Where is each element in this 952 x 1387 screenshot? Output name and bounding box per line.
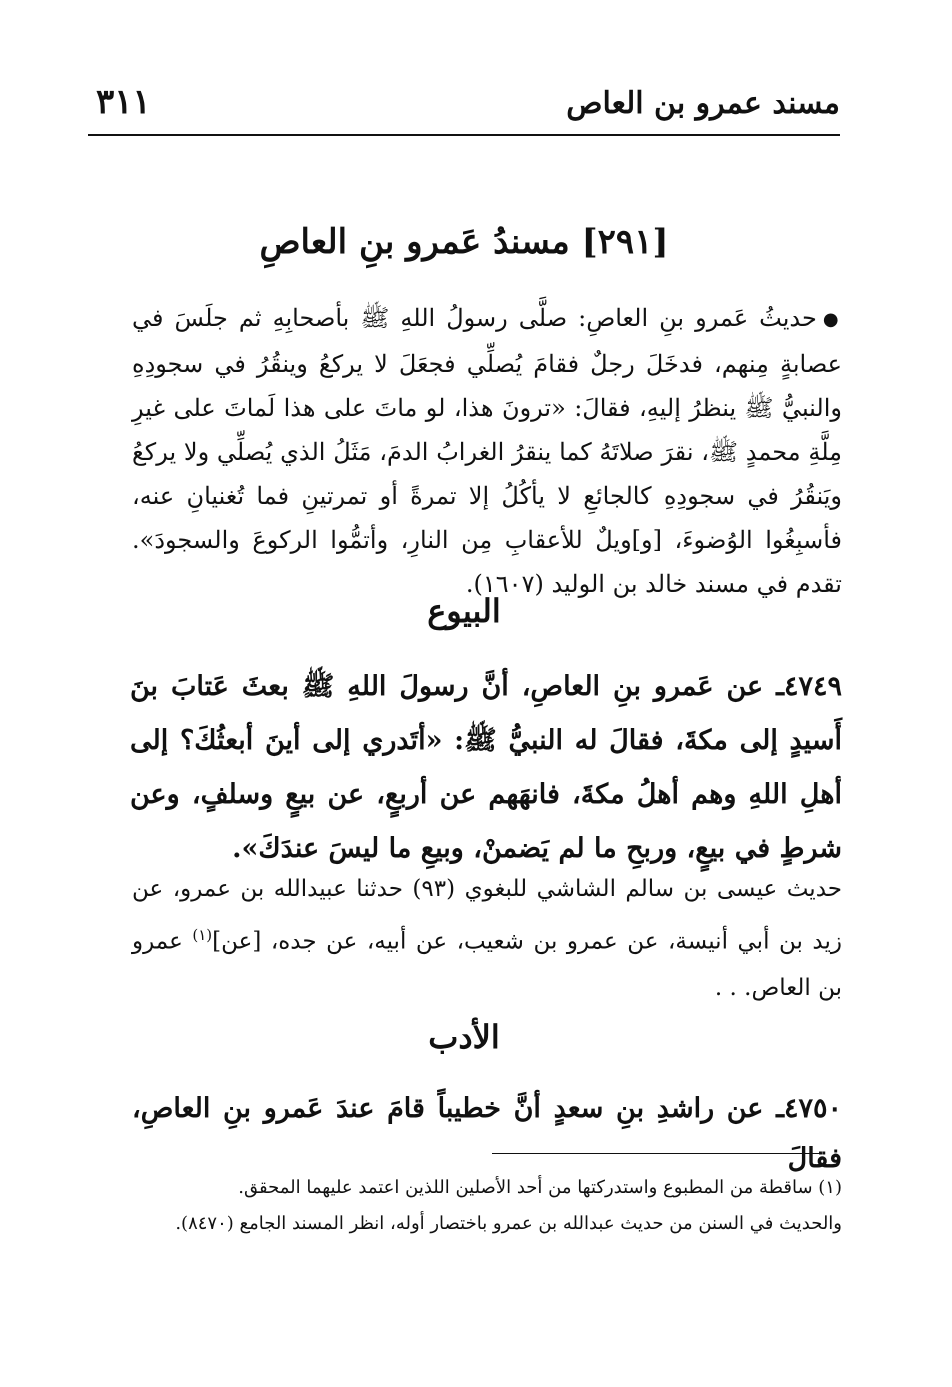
header-rule	[88, 134, 840, 136]
running-header	[88, 82, 840, 126]
isnad-note-text-end: عمرو بن العاص. . .	[132, 928, 842, 1001]
section-heading-sales: البيوع	[427, 592, 501, 630]
footnote-rule	[492, 1153, 822, 1154]
section-heading-adab: الأدب	[428, 1018, 500, 1056]
hadith-4750: ٤٧٥٠ـ عن راشدِ بنِ سعدٍ أنَّ خطيباً قامَ عندَ عَمرو بنِ العاصِ، فقالَ	[132, 1093, 842, 1174]
footnote-1: (١) ساقطة من المطبوع واستدركتها من أحد الأصلين اللذين اعتمد عليهما المحقق.	[238, 1177, 842, 1198]
footnotes	[130, 1170, 842, 1242]
footnote-2: والحديث في السنن من حديث عبدالله بن عمرو باختصار أوله، انظر المسند الجامع (٨٤٧٠).	[175, 1213, 842, 1234]
footnote-reference: (١)	[192, 926, 213, 944]
hadith-4749: ٤٧٤٩ـ عن عَمرو بنِ العاصِ، أنَّ رسولَ اللهِ ﷺ بعثَ عَتابَ بنَ أَسيدٍ إلى مكةَ، فقالَ له النبيُّ ﷺ: «أتَدري إلى أينَ أبعثُكَ؟ إلى أهلِ اللهِ وهم أهلُ مكةَ، فانهَهم عن أربعٍ، عن بيعٍ وسلفٍ، وعن شرطٍ في بيعٍ، وربحِ ما لم يَضمنْ، وبيعِ ما ليسَ عندَكَ».	[130, 671, 842, 864]
isnad-note	[132, 866, 842, 1011]
isnad-note-text: حديث عيسى بن سالم الشاشي للبغوي (٩٣) حدثنا عبيدالله بن عمرو، عن زيد بن أبي أنيسة، عن عمرو بن شعيب، عن أبيه، عن جده، [عن]	[132, 876, 842, 955]
bullet-icon: ●	[822, 308, 842, 330]
summary-hadith	[132, 296, 842, 606]
running-title: مسند عمرو بن العاص	[566, 86, 840, 121]
musnad-heading: [٢٩١] مسندُ عَمرو بنِ العاصِ	[259, 222, 669, 262]
page-number: ٣١١	[96, 82, 151, 122]
summary-hadith-text: حديثُ عَمرو بنِ العاصِ: صلَّى رسولُ اللهِ ﷺ بأصحابِهِ ثم جلَسَ في عصابةٍ مِنهم، فدخَلَ رجلٌ فقامَ يُصلِّي فجعَلَ لا يركعُ وينقُرُ في سجودِهِ والنبيُّ ﷺ ينظرُ إليهِ، فقالَ: «ترونَ هذا، لو ماتَ على هذا لَماتَ على غيرِ مِلَّةِ محمدٍ ﷺ، نقرَ صلاتَهُ كما ينقرُ الغرابُ الدمَ، مَثَلُ الذي يُصلِّي ولا يركعُ ويَنقُرُ في سجودِهِ كالجائعِ لا يأكُلُ إلا تمرةً أو تمرتينِ فما تُغنيانِ عنه، فأسبِغُوا الوُضوءَ، [و]ويلٌ للأعقابِ مِن النارِ، وأتمُّوا الركوعَ والسجودَ». تقدم في مسند خالد بن الوليد (١٦٠٧).	[132, 304, 842, 598]
